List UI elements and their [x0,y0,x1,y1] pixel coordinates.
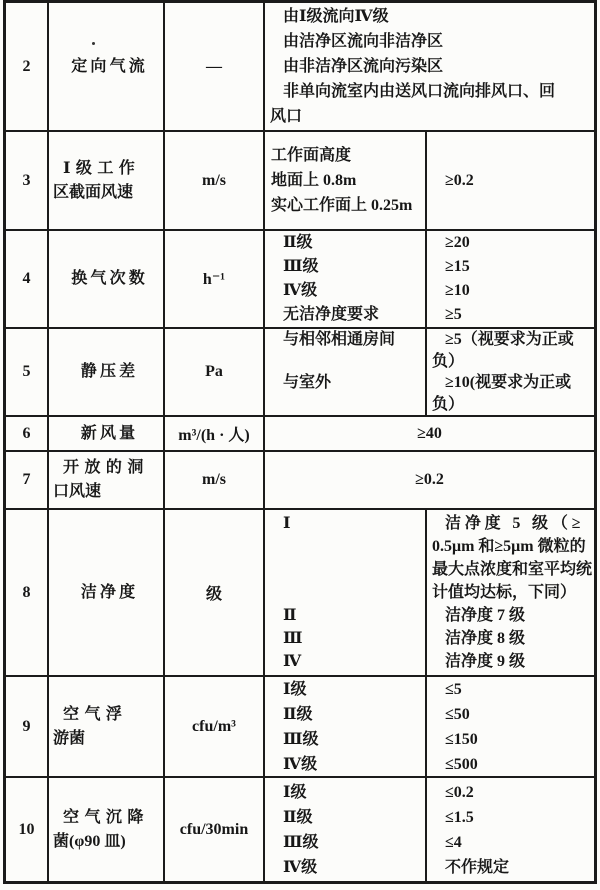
name-line: 游菌 [53,729,86,747]
value-text: 计值均达标，下同） [432,584,577,601]
value-cell [427,510,594,675]
condition-text: 与室外 [283,374,332,391]
unit-text: h⁻¹ [202,271,226,288]
row-number-cell [6,132,49,229]
value-text: 洁净度 7 级 [445,607,526,624]
table-row [6,417,594,452]
row-unit-cell [165,778,265,881]
table-row [6,778,594,881]
unit-text: m³/(h · 人) [178,427,250,444]
condition-cell [265,778,427,881]
spec-item: 由非洁净区流向污染区 [283,58,444,75]
row-unit-cell [165,677,265,776]
table-row [6,132,594,231]
row-number-cell [6,778,49,881]
value-text: ≥10(视要求为正或负） [432,374,572,413]
name-line: 空气沉降 [63,808,149,826]
value-cell [427,132,594,229]
value-text: ≤5 [445,680,462,698]
row-number-cell [6,231,49,327]
condition-text: Ⅲ级 [283,833,319,851]
condition-text: Ⅳ [283,653,302,670]
condition-text [265,558,425,581]
spec-item: 由Ⅰ级流向Ⅳ级 [283,8,389,25]
condition-text: Ⅰ级 [283,680,307,698]
table-row [6,329,594,417]
spec-value: ≥0.2 [415,471,444,488]
row-number-cell [6,510,49,675]
condition-cell [265,231,427,327]
row-name-cell [49,452,165,508]
row-number: 7 [22,471,31,488]
spec-item: 非单向流室内由送风口流向排风口、回风口 [270,83,556,125]
name-line: 口风速 [53,483,102,500]
condition-cell [265,132,427,229]
value-text: ≤4 [445,833,462,851]
row-name-cell [49,510,165,675]
unit-text: cfu/30min [179,820,249,838]
condition-text: Ⅱ级 [283,808,313,826]
row-number-cell [6,677,49,776]
condition-text: 无洁净度要求 [283,306,380,323]
condition-text: 实心工作面上 0.25m [271,197,413,214]
value-text: ≤1.5 [445,808,474,826]
condition-text [265,581,425,604]
unit-text: — [206,57,222,75]
row-name-cell [49,329,165,415]
row-unit-cell [165,3,265,130]
row-name-cell [49,417,165,450]
row-unit-cell [165,452,265,508]
row-number: 9 [22,717,31,735]
name-line: 开放的洞 [63,459,149,476]
name-line: 菌(φ90 皿) [53,832,126,850]
row-number-cell [6,3,49,130]
unit-text: m/s [202,471,226,488]
row-number: 6 [22,424,31,442]
row-number-cell [6,329,49,415]
spec-table [3,0,597,884]
row-number: 4 [22,270,31,287]
row-name-cell [49,132,165,229]
condition-cell [265,677,427,776]
value-cell [427,329,594,415]
condition-text: Ⅱ [283,607,297,624]
table-row [6,452,594,510]
value-text: 最大点浓度和室平均统 [432,561,593,578]
row-name-cell [49,778,165,881]
value-text: ≥15 [445,258,470,275]
row-number: 8 [22,583,31,601]
value-text: 洁净度 8 级 [445,630,526,647]
condition-text: Ⅰ [283,515,291,532]
row-number: 10 [18,820,35,838]
name-line: 换气次数 [71,270,148,287]
condition-text [265,535,425,558]
condition-text: Ⅱ级 [283,234,313,251]
row-name-cell [49,231,165,327]
condition-text: Ⅱ级 [283,705,313,723]
value-text: ≥5（视要求为正或负） [432,331,574,370]
value-text: 不作规定 [445,858,510,876]
spec-item: 由洁净区流向非洁净区 [283,33,444,50]
value-text: ≥5 [445,306,462,323]
condition-text: Ⅳ级 [283,282,318,299]
row-unit-cell [165,510,265,675]
value-cell [427,677,594,776]
name-line: 空气浮 [63,705,128,723]
spec-cell [265,417,594,450]
spec-cell [265,3,594,130]
condition-text: 工作面高度 [271,147,352,164]
table-row [6,677,594,778]
unit-text: m/s [202,171,226,189]
value-text: ≥10 [445,282,470,299]
name-line: 新风量 [80,424,139,442]
table-row [6,3,594,132]
condition-text: Ⅲ [283,630,303,647]
row-number: 2 [22,57,31,75]
value-cell [427,231,594,327]
value-text: ≤150 [445,730,478,748]
unit-text: cfu/m³ [192,717,236,735]
value-text: 0.5μm 和≥5μm 微粒的 [432,538,586,555]
value-text: ≤500 [445,755,478,773]
condition-text: Ⅰ级 [283,783,307,801]
condition-text: Ⅲ级 [283,258,319,275]
row-unit-cell [165,231,265,327]
name-line: 静压差 [80,363,139,380]
table-row [6,510,594,677]
row-unit-cell [165,417,265,450]
name-line: 定向气流 [71,57,148,75]
spec-cell [265,452,594,508]
condition-text: Ⅳ级 [283,755,318,773]
condition-text: Ⅲ级 [283,730,319,748]
ink-dot [92,42,95,45]
condition-cell [265,510,427,675]
value-text: ≤50 [445,705,470,723]
row-unit-cell [165,132,265,229]
unit-text: Pa [205,363,223,380]
name-line: Ⅰ级工作 [63,159,141,177]
value-text: ≥20 [445,234,470,251]
condition-cell [265,329,427,415]
name-line: 区截面风速 [53,183,134,201]
row-unit-cell [165,329,265,415]
row-number-cell [6,452,49,508]
row-number: 3 [22,171,31,189]
table-row [6,231,594,329]
row-number-cell [6,417,49,450]
unit-text: 级 [205,586,222,603]
name-line: 洁净度 [80,583,139,601]
value-text: 洁净度 9 级 [445,653,526,670]
value-cell [427,778,594,881]
condition-text: 地面上 0.8m [271,172,357,189]
row-name-cell [49,3,165,130]
value-text: ≥0.2 [445,171,474,189]
row-number: 5 [22,363,31,380]
row-name-cell [49,677,165,776]
value-text: 洁净度 5 级（≥ [445,515,585,532]
condition-text: 与相邻相通房间 [283,331,396,348]
value-text: ≤0.2 [445,783,474,801]
spec-value: ≥40 [417,424,442,442]
condition-text: Ⅳ级 [283,858,318,876]
